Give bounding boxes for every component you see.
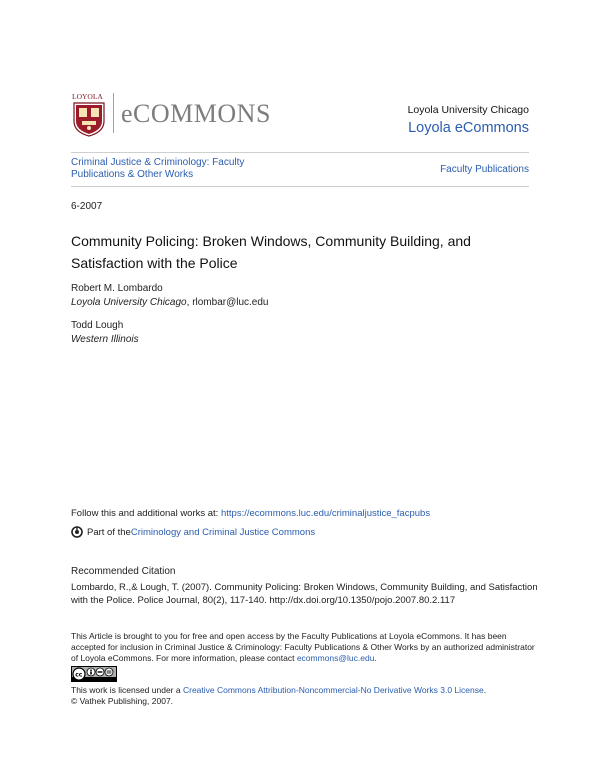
license-link[interactable]: Creative Commons Attribution-Noncommercial-No Derivative Works 3.0 License [182,685,484,695]
commons-link[interactable]: Criminology and Criminal Justice Commons [130,526,316,538]
author-affiliation-line: Loyola University Chicago, rlombar@luc.edu [71,297,269,308]
follow-url-link[interactable]: https://ecommons.luc.edu/criminaljustice_facpubs [220,508,431,519]
author-block [71,282,268,310]
author-affiliation: Western Illinois [71,334,139,345]
university-name: Loyola University Chicago [407,104,529,116]
publication-date: 6-2007 [71,201,103,212]
top-divider [71,152,529,153]
author-block [71,319,139,347]
follow-prefix: Follow this and additional works at: [71,508,221,519]
bottom-divider [71,186,529,187]
repository-link[interactable]: Loyola eCommons [408,120,529,136]
svg-text:cc: cc [75,671,83,679]
follow-line [71,508,430,519]
license-block [71,685,541,707]
notice-end: . [374,653,377,663]
faculty-publications-link[interactable]: Faculty Publications [440,164,529,175]
header-right [408,104,529,136]
notice-text: This Article is brought to you for free and open access by the Faculty Publications at Loyola eCommons. It has been accepted for inclusion in Criminal Justice & Criminology: Faculty Publications & Other Works by an authorized administrator of Loyola eCommons. For more information, please contact [71,631,535,663]
logo-divider [113,93,114,133]
author-name: Todd Lough [71,320,124,331]
article-title: Community Policing: Broken Windows, Community Building, and Satisfaction with the Police [71,233,471,271]
network-icon [71,526,83,538]
access-notice [71,631,541,664]
svg-text:LOYOLA: LOYOLA [72,92,103,101]
part-of-line [71,526,315,538]
contact-email-link[interactable]: ecommons@luc.edu [296,653,375,663]
author-email[interactable]: rlombar@luc.edu [192,297,269,308]
loyola-seal-icon [71,91,107,137]
license-prefix: This work is licensed under a [71,685,183,695]
license-line [71,685,541,696]
creative-commons-badge-icon[interactable] [71,666,117,682]
part-of-prefix: Part of the [87,526,131,538]
author-affiliation: Loyola University Chicago [71,297,187,308]
ecommons-logo[interactable] [71,91,281,139]
logo-wordmark: eCOMMONS [121,99,271,128]
copyright-text: © Vathek Publishing, 2007. [71,696,174,706]
license-suffix: . [483,685,487,695]
citation-text: Lombardo, R.,& Lough, T. (2007). Community Policing: Broken Windows, Community Building, and Satisfaction with the Police. Police Journal, 80(2), 117-140. http://dx.doi.org/10.1350/pojo.2007.80.2.117 [71,582,538,606]
collection-link[interactable]: Criminal Justice & Criminology: Faculty Publications & Other Works [71,157,245,180]
author-name: Robert M. Lombardo [71,283,163,294]
recommended-citation-heading: Recommended Citation [71,566,176,577]
